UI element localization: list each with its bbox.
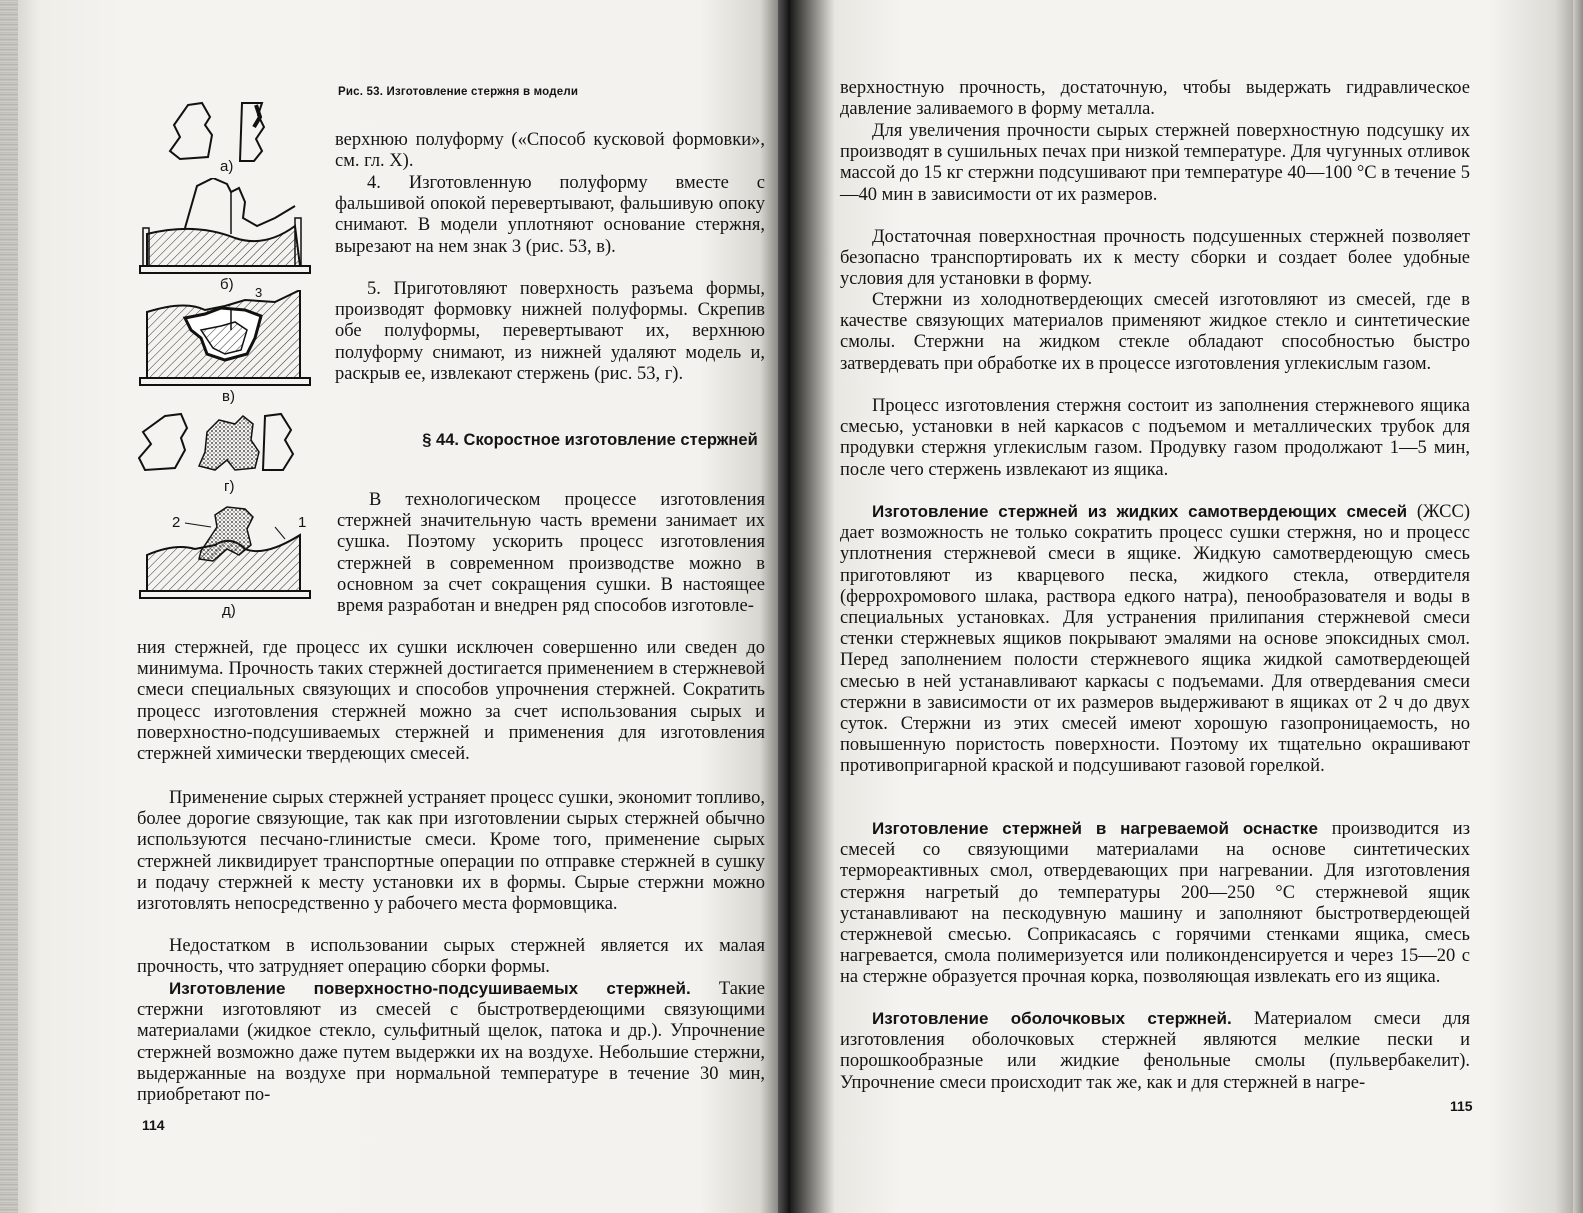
page-number-right: 115 (1450, 1098, 1473, 1114)
page-edge (1573, 0, 1583, 1213)
paragraph (137, 978, 765, 1106)
paragraph: верхностную прочность, достаточную, чтобы выдержать гидравлическое давление заливаемого в форму металла. (840, 78, 1470, 120)
figure-label-a: а) (220, 158, 234, 175)
section-heading: § 44. Скоростное изготовление стержней (422, 431, 758, 449)
paragraph (840, 501, 1470, 778)
bold-run: Изготовление стержней из жидких самотвердеющих смесей (872, 502, 1408, 521)
text-run: Материалом смеси для изготовления оболочковых стержней являются мелкие пески и порошкообразные или жидкие фенольные смолы (пульвербакелит). Упрочнение смеси происходит так же, как и для стержней в нагре- (840, 1009, 1470, 1093)
page-edge (0, 0, 18, 1213)
right-page (790, 0, 1583, 1213)
figure-caption: Рис. 53. Изготовление стержня в модели (338, 86, 579, 98)
paragraph: ния стержней, где процесс их сушки исключен совершенно или сведен до минимума. Прочность таких стержней достигается применением в стержневой смеси специальных связующих и способов упрочнения стержней. Сократить процесс изготовления стержней можно за счет использования сырых и поверхностно-подсушиваемых стержней и применения для изготовления стержней химически твердеющих смесей. (137, 638, 765, 765)
paragraph (840, 818, 1470, 989)
callout-2: 2 (172, 514, 181, 531)
paragraph: Недостатком в использовании сырых стержней является их малая прочность, что затрудняет операцию сборки формы. (137, 936, 765, 978)
figure-label-d: д) (222, 602, 236, 619)
paragraph: Для увеличения прочности сырых стержней поверхностную подсушку их производят в сушильных печах при низкой температуре. Для чугунных отливок массой до 15 кг стержни подсушивают при температуре 40—100 °С в течение 5—40 мин в зависимости от их размеров. (840, 121, 1470, 205)
paragraph: верхнюю полуформу («Способ кусковой формовки», см. гл. X). (335, 130, 765, 172)
figure-53-b (135, 178, 315, 278)
text-run: Такие стержни изготовляют из смесей с быстротвердеющими связующими материалами (жидкое стекло, сульфитный щелок, патока и др.). Упрочнение стержней возможно даже путем выдержки их на воздухе. Небольшие стержни, выдержанные на воздухе при нормальной температуре в течение 30 мин, приобретают по- (137, 979, 765, 1106)
figure-53-g (135, 410, 315, 480)
page-number-left: 114 (142, 1117, 165, 1133)
figure-label-g: г) (224, 478, 235, 495)
paragraph: Стержни из холоднотвердеющих смесей изготовляют из смесей, где в качестве связующих материалов применяют жидкое стекло и синтетические смолы. Стержни на жидком стекле обладают способностью быстро затвердевать при обработке их в процессе изготовления углекислым газом. (840, 290, 1470, 374)
figure-53-a (150, 95, 280, 175)
paragraph: 5. Приготовляют поверхность разъема формы, производят формовку нижней полуформы. Скрепив обе полуформы, перевертывают их, верхнюю полуформу снимают, из нижней удаляют модель и, раскрыв ее, извлекают стержень (рис. 53, г). (335, 279, 765, 384)
bold-run: Изготовление поверхностно-подсушиваемых стержней. (169, 979, 691, 998)
paragraph (840, 1008, 1470, 1094)
bold-run: Изготовление оболочковых стержней. (872, 1009, 1232, 1028)
paragraph: Применение сырых стержней устраняет процесс сушки, экономит топливо, более дорогие связующие, так как при изготовлении сырых стержней обычно используются песчано-глинистые смеси. Кроме того, применение сырых стержней ликвидирует транспортные операции по отправке стержней в сушку и подачу стержней к месту установки их в формы. Сырые стержни можно изготовлять непосредственно у рабочего места формовщика. (137, 788, 765, 915)
paragraph: Достаточная поверхностная прочность подсушенных стержней позволяет безопасно транспортировать их к месту сборки и создает более удобные условия для установки в форму. (840, 227, 1470, 290)
figure-53-v (135, 290, 315, 390)
bold-run: Изготовление стержней в нагреваемой оснастке (872, 819, 1318, 838)
paragraph: Процесс изготовления стержня состоит из заполнения стержневого ящика смесью, установки в ней каркасов с подъемом и металлических трубок для продувки стержня углекислым газом. Продувку газом продолжают 1—5 мин, после чего стержень извлекают из ящика. (840, 396, 1470, 480)
paragraph: 4. Изготовленную полуформу вместе с фальшивой опокой перевертывают, фальшивую опоку снимают. В модели уплотняют основание стержня, вырезают на нем знак 3 (рис. 53, в). (335, 173, 765, 257)
text-run: (ЖСС) дает возможность не только сократить процесс сушки стержня, но и процесс уплотнения стержневой смеси в ящике. Жидкую самотвердеющую смесь приготовляют из кварцевого песка, жидкого стекла, отвердителя (феррохромового шлака, раствора едкого натра), пенообразователя и воды в специальных установках. Для устранения прилипания стержневой смеси стенки стержневых ящиков покрывают эмалями на основе эпоксидных смол. Перед заполнением полости стержневого ящика жидкой самотвердеющей смесью в ней устанавливают каркасы с подъемами. Для отвердевания смеси стержни в зависимости от их размеров выдерживают в ящиках от 2 ч до двух суток. Стержни из этих смесей имеют хорошую газопроницаемость, но повышенную пористость поверхности. Поэтому их тщательно окрашивают противопригарной краской и подсушивают газовой горелкой. (840, 502, 1470, 777)
callout-1: 1 (298, 514, 307, 531)
callout-3: 3 (255, 285, 263, 300)
figure-label-b: б) (220, 276, 234, 293)
left-page (0, 0, 790, 1213)
paragraph: В технологическом процессе изготовления стержней значительную часть времени занимает их сушка. Поэтому ускорить процесс изготовления стержней в современном производстве можно в основном за счет сокращения сушки. В настоящее время разработан и внедрен ряд способов изготовле- (337, 490, 765, 617)
text-run: производится из смесей со связующими материалами на основе синтетических термореактивных смол, отвердевающих при нагревании. Для изготовления стержня нагретый до температуры 200—250 °С стержневой ящик устанавливают на пескодувную машину и заполняют быстротвердеющей стержневой смесью. Соприкасаясь с горячими стенками ящика, смесь нагревается, смола полимеризуется или поликонденсируется и через 15—20 с на стержне образуется прочная корка, позволяющая извлекать его из ящика. (840, 819, 1470, 988)
figure-53-d (135, 505, 315, 605)
figure-label-v: в) (222, 388, 235, 405)
